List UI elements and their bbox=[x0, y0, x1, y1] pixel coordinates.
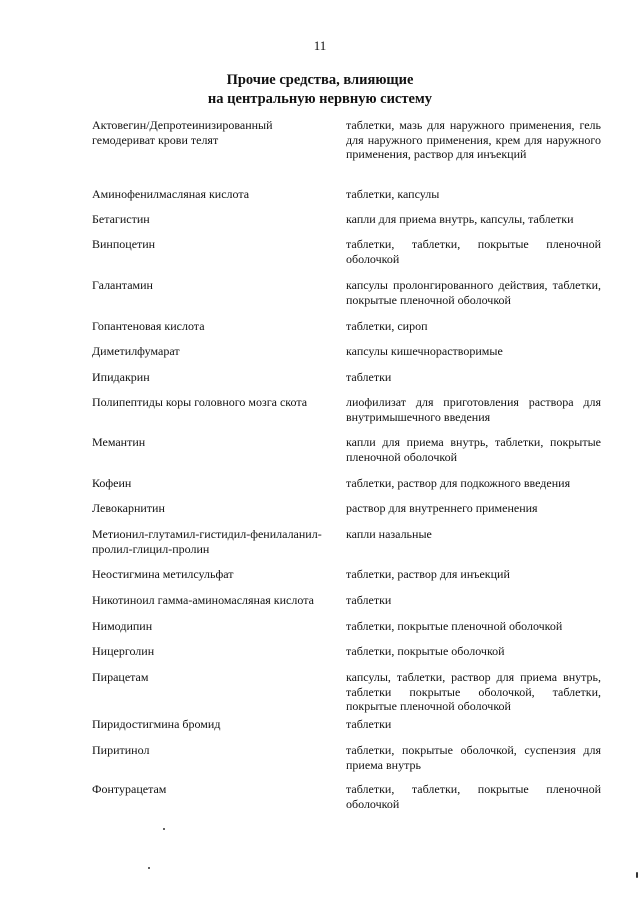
drug-name: Пиритинол bbox=[92, 743, 150, 757]
drug-name: Галантамин bbox=[92, 278, 153, 292]
dosage-form: раствор для внутреннего применения bbox=[346, 501, 538, 515]
drug-name: Актовегин/Депротеинизированный гемодериват крови телят bbox=[92, 118, 273, 147]
drug-name: Диметилфумарат bbox=[92, 344, 180, 358]
dosage-form: таблетки, покрытые оболочкой bbox=[346, 644, 505, 658]
drug-name: Гопантеновая кислота bbox=[92, 319, 205, 333]
section-title-line-1: Прочие средства, влияющие bbox=[226, 72, 414, 88]
dosage-form: капсулы кишечнорастворимые bbox=[346, 344, 503, 358]
dosage-form: таблетки bbox=[346, 370, 392, 384]
dosage-form: таблетки, таблетки, покрытые пленочной оболочкой bbox=[346, 237, 601, 266]
section-title-line-2: на центральную нервную систему bbox=[207, 91, 433, 107]
dosage-form: таблетки, раствор для инъекций bbox=[346, 567, 510, 581]
drug-name: Кофеин bbox=[92, 476, 132, 490]
drug-name: Пиридостигмина бромид bbox=[92, 717, 221, 731]
dosage-form: капсулы, таблетки, раствор для приема внутрь, таблетки покрытые оболочкой, таблетки, покрытые пленочной оболочкой bbox=[346, 670, 601, 713]
drug-name: Никотиноил гамма-аминомасляная кислота bbox=[92, 593, 314, 607]
dosage-form: таблетки, мазь для наружного применения, гель для наружного применения, крем для наружного применения, раствор для инъекций bbox=[346, 118, 601, 161]
dosage-form: таблетки, раствор для подкожного введения bbox=[346, 476, 571, 490]
dosage-form: капли для приема внутрь, капсулы, таблетки bbox=[346, 212, 574, 226]
page-number: 11 bbox=[313, 38, 327, 53]
dosage-form: таблетки bbox=[346, 717, 392, 731]
dosage-form: лиофилизат для приготовления раствора для внутримышечного введения bbox=[346, 395, 601, 424]
drug-name: Пирацетам bbox=[92, 670, 149, 684]
drug-name: Мемантин bbox=[92, 435, 146, 449]
dosage-form: таблетки, капсулы bbox=[346, 187, 440, 201]
drug-name: Бетагистин bbox=[92, 212, 150, 226]
dosage-form: капли для приема внутрь, таблетки, покрытые пленочной оболочкой bbox=[346, 435, 601, 464]
scan-speck bbox=[148, 867, 150, 869]
dosage-form: капсулы пролонгированного действия, таблетки, покрытые пленочной оболочкой bbox=[346, 278, 601, 307]
drug-name: Нимодипин bbox=[92, 619, 153, 633]
dosage-form: капли назальные bbox=[346, 527, 432, 541]
drug-name: Метионил-глутамил-гистидил-фенилаланил-пролил-глицил-пролин bbox=[92, 527, 322, 556]
drug-name: Винпоцетин bbox=[92, 237, 156, 251]
dosage-form: таблетки, покрытые оболочкой, суспензия для приема внутрь bbox=[346, 743, 601, 772]
drug-name: Ипидакрин bbox=[92, 370, 150, 384]
scan-edge-mark bbox=[636, 872, 638, 878]
drug-name: Фонтурацетам bbox=[92, 782, 167, 796]
dosage-form: таблетки, покрытые пленочной оболочкой bbox=[346, 619, 563, 633]
drug-name: Ницерголин bbox=[92, 644, 155, 658]
drug-name: Аминофенилмасляная кислота bbox=[92, 187, 250, 201]
scan-speck bbox=[163, 828, 165, 830]
dosage-form: таблетки, сироп bbox=[346, 319, 428, 333]
drug-name: Левокарнитин bbox=[92, 501, 165, 515]
dosage-form: таблетки, таблетки, покрытые пленочной оболочкой bbox=[346, 782, 601, 811]
drug-name: Неостигмина метилсульфат bbox=[92, 567, 234, 581]
dosage-form: таблетки bbox=[346, 593, 392, 607]
drug-name: Полипептиды коры головного мозга скота bbox=[92, 395, 308, 409]
